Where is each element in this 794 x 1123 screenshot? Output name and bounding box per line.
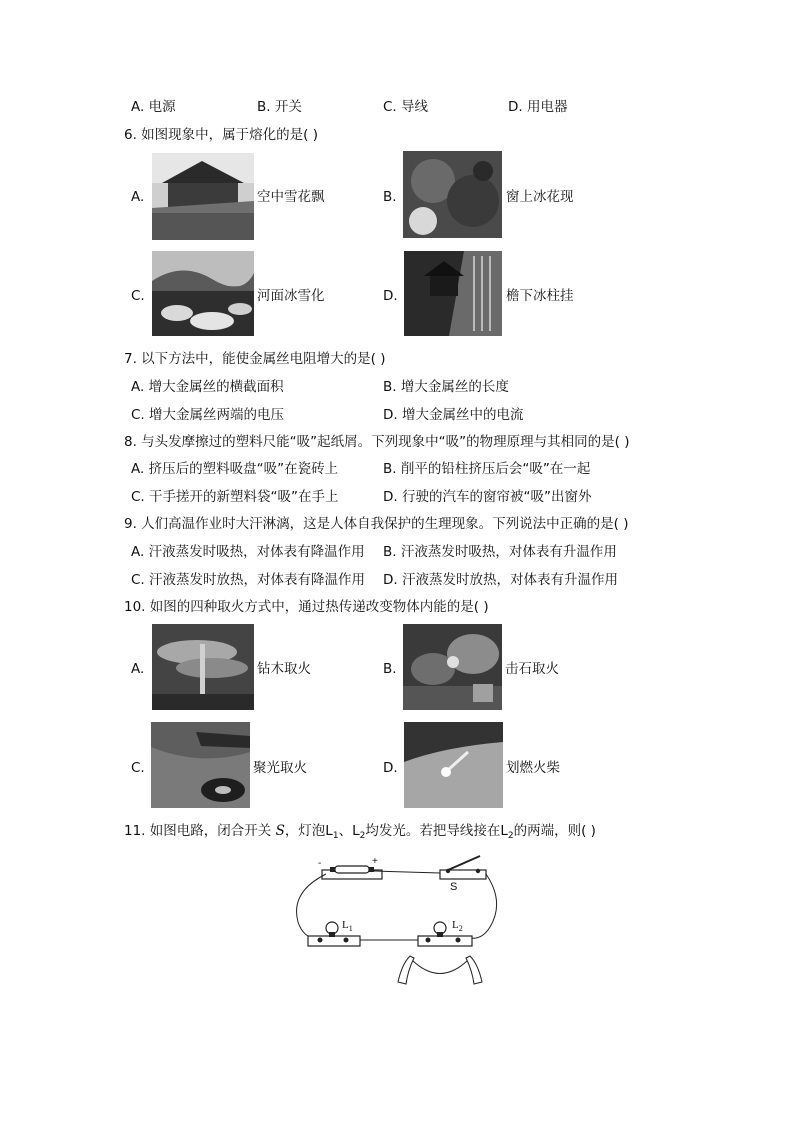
q7-option-b: B. 增大金属丝的长度 — [383, 379, 509, 395]
q6-letter-d: D. — [383, 288, 398, 304]
bulb-l2-label: $L_2$ — [452, 919, 463, 933]
q6-caption-b: 窗上冰花现 — [506, 189, 574, 205]
circuit-diagram — [290, 852, 500, 992]
q11-stem: 11. 如图电路，闭合开关 S，灯泡$L_1$、$L_2$均发光。若把导线接在$L_2$的两端，则( ) — [124, 823, 596, 841]
q5-option-d: D. 用电器 — [508, 99, 568, 115]
focus-light-photo — [151, 722, 250, 808]
q9-option-b: B. 汗液蒸发时吸热，对体表有升温作用 — [383, 544, 617, 560]
q9-option-c: C. 汗液蒸发时放热，对体表有降温作用 — [131, 572, 366, 588]
q10-stem: 10. 如图的四种取火方式中，通过热传递改变物体内能的是( ) — [124, 599, 489, 615]
q8-stem: 8. 与头发摩擦过的塑料尺能“吸”起纸屑。下列现象中“吸”的物理原理与其相同的是( ) — [124, 434, 630, 450]
q9-option-d: D. 汗液蒸发时放热，对体表有升温作用 — [383, 572, 618, 588]
bypass-wire — [412, 960, 468, 974]
q6-letter-c: C. — [131, 288, 145, 304]
q10-letter-b: B. — [383, 661, 397, 677]
q6-caption-d: 檐下冰柱挂 — [506, 288, 574, 304]
window-frost-photo — [403, 151, 502, 238]
q6-caption-a: 空中雪花飘 — [257, 189, 325, 205]
palace-snow-photo — [152, 153, 254, 240]
q10-caption-d: 划燃火柴 — [506, 760, 560, 776]
q8-option-c: C. 干手搓开的新塑料袋“吸”在手上 — [131, 489, 339, 505]
q6-letter-a: A. — [131, 189, 145, 205]
q9-option-a: A. 汗液蒸发时吸热，对体表有降温作用 — [131, 544, 365, 560]
q7-option-a: A. 增大金属丝的横截面积 — [131, 379, 284, 395]
river-ice-photo — [152, 251, 254, 336]
q10-caption-c: 聚光取火 — [253, 760, 307, 776]
switch-label: S — [450, 881, 458, 893]
bulb-l1-label: $L_1$ — [342, 919, 353, 933]
q10-letter-d: D. — [383, 760, 398, 776]
q10-caption-a: 钻木取火 — [257, 661, 311, 677]
q6-letter-b: B. — [383, 189, 397, 205]
q7-option-c: C. 增大金属丝两端的电压 — [131, 407, 285, 423]
q10-letter-c: C. — [131, 760, 145, 776]
bulb-l1-base — [308, 936, 360, 946]
battery-minus-label: - — [318, 858, 322, 869]
wood-drilling-photo — [152, 624, 254, 710]
q10-letter-a: A. — [131, 661, 145, 677]
q6-stem: 6. 如图现象中，属于熔化的是( ) — [124, 127, 318, 143]
q7-stem: 7. 以下方法中，能使金属丝电阻增大的是( ) — [124, 351, 386, 367]
right-hand — [466, 956, 482, 984]
q8-option-b: B. 削平的铅柱挤压后会“吸”在一起 — [383, 461, 591, 477]
q7-option-d: D. 增大金属丝中的电流 — [383, 407, 524, 423]
match-striking-photo — [404, 722, 503, 808]
eaves-icicle-photo — [404, 251, 502, 336]
q9-stem: 9. 人们高温作业时大汗淋漓，这是人体自我保护的生理现象。下列说法中正确的是( ) — [124, 516, 629, 532]
battery-plus-label: + — [372, 856, 378, 867]
q5-option-c: C. 导线 — [383, 99, 429, 115]
battery — [335, 866, 369, 873]
q5-option-b: B. 开关 — [257, 99, 302, 115]
q8-option-d: D. 行驶的汽车的窗帘被“吸”出窗外 — [383, 489, 592, 505]
q8-option-a: A. 挤压后的塑料吸盘“吸”在瓷砖上 — [131, 461, 339, 477]
q6-caption-c: 河面冰雪化 — [257, 288, 325, 304]
q5-option-a: A. 电源 — [131, 99, 176, 115]
q10-caption-b: 击石取火 — [505, 661, 559, 677]
left-hand — [398, 956, 414, 984]
flint-striking-photo — [403, 624, 502, 710]
